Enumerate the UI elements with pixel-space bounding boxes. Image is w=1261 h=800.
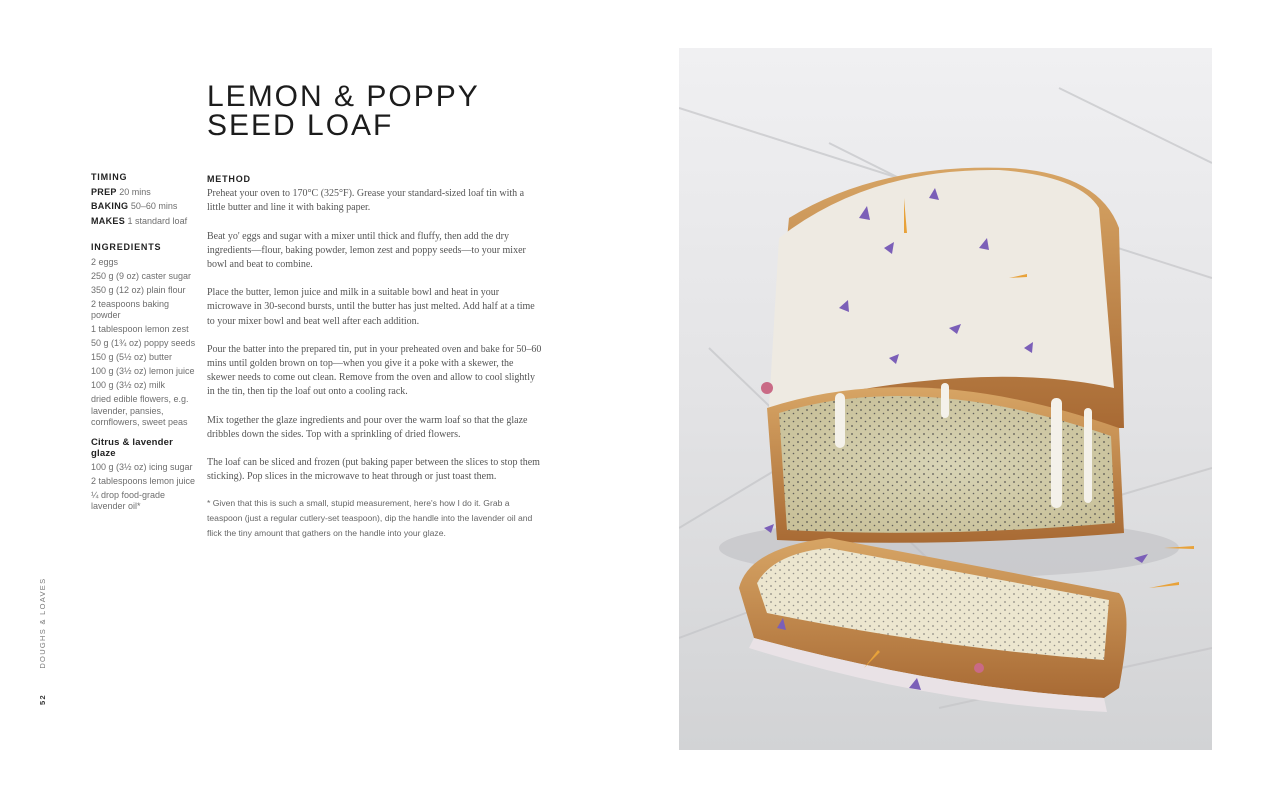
method-step: Pour the batter into the prepared tin, put in your preheated oven and bake for 50–60 mins until golden brown on top—when you give it a poke with a skewer, the skewer needs to come out clean. Remove from the oven and allow to cool slightly in the tin, then tip the loaf out onto a cooling rack. (207, 343, 542, 398)
method-step: Beat yo' eggs and sugar with a mixer until thick and fluffy, then add the dry ingredients—flour, baking powder, lemon zest and poppy seeds—to your mixer bowl and beat to combine. (207, 230, 526, 271)
method-step: The loaf can be sliced and frozen (put baking paper between the slices to stop them sticking). Pop slices in the microwave to heat through or just toast them. (207, 457, 540, 483)
title-line-1: LEMON & POPPY (207, 80, 480, 113)
glaze-ingredient-item: ¼ drop food-grade lavender oil* (91, 489, 166, 511)
page-number: 52 (38, 694, 47, 705)
timing-baking (91, 201, 199, 213)
method-heading: METHOD (207, 174, 251, 184)
recipe-title (207, 82, 480, 140)
timing-prep (91, 187, 199, 199)
timing-label: MAKES (91, 215, 126, 226)
ingredient-item: 2 eggs (91, 256, 119, 267)
ingredient-item: 2 teaspoons baking powder (91, 298, 170, 320)
ingredient-item: dried edible flowers, e.g. lavender, pansies, cornflowers, sweet peas (91, 394, 189, 427)
timing-label: BAKING (91, 201, 129, 211)
glaze-ingredients-list (91, 462, 199, 513)
ingredient-item: 1 tablespoon lemon zest (91, 324, 189, 334)
ingredient-item: 150 g (5½ oz) butter (91, 352, 173, 362)
title-line-2: SEED LOAF (207, 109, 394, 142)
timing-label: PREP (91, 186, 117, 197)
loaf-illustration (679, 48, 1212, 750)
loaf-photo (679, 48, 1212, 750)
timing-value: 1 standard loaf (127, 215, 188, 226)
ingredient-item: 100 g (3½ oz) lemon juice (91, 366, 195, 376)
ingredients-list (91, 257, 199, 429)
glaze-heading: Citrus & lavender glaze (91, 436, 174, 459)
ingredients-heading: INGREDIENTS (91, 242, 162, 252)
method-step: Mix together the glaze ingredients and pour over the warm loaf so that the glaze dribbles down the sides. Top with a sprinkling of dried flowers. (207, 414, 528, 440)
method-step: Place the butter, lemon juice and milk in a suitable bowl and heat in your microwave in 30-second bursts, until the butter has just melted. Add half at a time to your mixer bowl and beat well after each addition. (207, 287, 535, 327)
method-step: Preheat your oven to 170°C (325°F). Grease your standard-sized loaf tin with a little butter and line it with baking paper. (207, 188, 525, 214)
footnote: * Given that this is such a small, stupid measurement, here's how I do it. Grab a teaspoon (just a regular cutlery-set teaspoon), dip the handle into the lavender oil and flick the tiny amount that gathers on the handle into your glaze. (207, 498, 533, 538)
timing-heading: TIMING (91, 172, 128, 182)
section-name: DOUGHS & LOAVES (38, 577, 47, 669)
ingredient-item: 350 g (12 oz) plain flour (91, 284, 186, 295)
method-section (207, 172, 542, 540)
glaze-ingredient-item: 2 tablespoons lemon juice (91, 475, 196, 486)
timing-makes (91, 216, 199, 228)
ingredient-item: 50 g (1¾ oz) poppy seeds (91, 338, 196, 348)
timing-value: 20 mins (119, 186, 151, 197)
ingredient-item: 100 g (3½ oz) milk (91, 380, 166, 390)
glaze-ingredient-item: 100 g (3½ oz) icing sugar (91, 461, 193, 472)
ingredient-item: 250 g (9 oz) caster sugar (91, 270, 192, 281)
recipe-sidebar (91, 172, 199, 515)
timing-value: 50–60 mins (130, 201, 178, 211)
running-head (38, 578, 47, 705)
